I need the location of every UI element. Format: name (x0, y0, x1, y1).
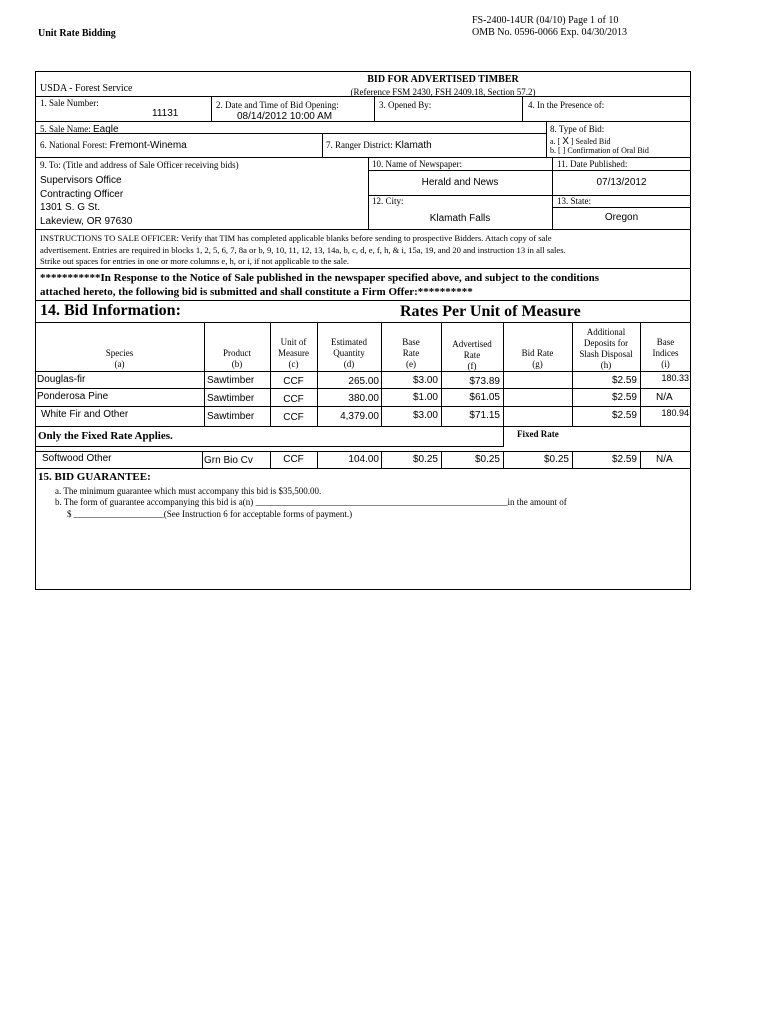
sale-officer-address (40, 174, 132, 228)
bid-type-sealed: a. [ X ] Sealed Bid (550, 136, 611, 147)
sale-officer-label: 9. To: (Title and address of Sale Officer receiving bids) (40, 160, 239, 170)
sale-number-label: 1. Sale Number: (40, 98, 99, 108)
agency-name: USDA - Forest Service (40, 83, 133, 94)
date-published-value: 07/13/2012 (596, 177, 647, 188)
quantity-cell: 380.00 (348, 393, 379, 404)
newspaper-label: 10. Name of Newspaper: (372, 159, 462, 169)
rates-title: Rates Per Unit of Measure (400, 303, 581, 320)
col-header-bid-rate: Bid Rate (g) (521, 348, 554, 369)
unit-cell: CCF (283, 394, 304, 405)
page-header-title: Unit Rate Bidding (38, 28, 116, 39)
bid-info-title: 14. Bid Information: (40, 302, 181, 319)
sale-name-label: 5. Sale Name: Eagle (40, 124, 119, 135)
product-cell: Grn Bio Cv (204, 455, 253, 466)
bid-type-label: 8. Type of Bid: (550, 124, 605, 134)
fixed-rate-label: Fixed Rate (517, 429, 559, 439)
date-published-label: 11. Date Published: (557, 159, 628, 169)
unit-cell: CCF (283, 376, 304, 387)
quantity-cell: 265.00 (348, 376, 379, 387)
product-cell: Sawtimber (207, 375, 255, 386)
species-cell: Ponderosa Pine (37, 391, 109, 402)
indices-cell: 180.94 (661, 408, 689, 418)
instruction-line: INSTRUCTIONS TO SALE OFFICER: Verify that TIM has completed applicable blanks before sending to prospective Bidders. Attach copy of sale (40, 233, 552, 243)
guarantee-form-field[interactable]: b. The form of guarantee accompanying this bid is a(n) ________________________________________________________in the amount of (55, 497, 567, 507)
bid-opening-label: 2. Date and Time of Bid Opening: (216, 100, 339, 110)
address-line: Supervisors Office (40, 175, 122, 186)
col-header-slash-disposal: Additional Deposits for Slash Disposal (h) (579, 327, 633, 370)
col-header-quantity: Estimated Quantity (d) (331, 337, 367, 369)
guarantee-amount-field[interactable]: $ ____________________(See Instruction 6 for acceptable forms of payment.) (67, 509, 353, 519)
national-forest-label: 6. National Forest: Fremont-Winema (40, 140, 187, 151)
slash-cell: $2.59 (611, 454, 637, 465)
base-rate-cell: $1.00 (412, 392, 438, 403)
advertised-rate-cell: $71.15 (469, 410, 500, 421)
quantity-cell: 104.00 (348, 454, 379, 465)
address-line: 1301 S. G St. (40, 202, 101, 213)
form-reference: (Reference FSM 2430, FSH 2409.18, Section 57.2) (350, 87, 536, 97)
product-cell: Sawtimber (207, 411, 255, 422)
newspaper-value: Herald and News (421, 177, 499, 188)
form-number: FS-2400-14UR (04/10) Page 1 of 10 (472, 15, 619, 26)
indices-cell: N/A (656, 454, 673, 465)
base-rate-cell: $3.00 (412, 410, 438, 421)
ranger-district-label: 7. Ranger District: Klamath (326, 140, 432, 151)
sale-name-value: Eagle (93, 124, 119, 135)
advertised-rate-cell: $73.89 (469, 376, 500, 387)
indices-cell: N/A (656, 392, 673, 403)
base-rate-cell: $3.00 (412, 375, 438, 386)
col-header-advertised-rate: Advertised Rate (f) (452, 339, 492, 371)
city-value: Klamath Falls (429, 213, 491, 224)
presence-label: 4. In the Presence of: (528, 100, 605, 110)
sealed-bid-checkbox[interactable]: X (562, 136, 569, 147)
bid-rate-cell: $0.25 (543, 454, 569, 465)
col-header-product: Product (b) (223, 348, 251, 369)
advertised-rate-cell: $61.05 (469, 392, 500, 403)
address-line: Contracting Officer (40, 188, 124, 200)
unit-cell: CCF (283, 454, 304, 465)
bid-guarantee-title: 15. BID GUARANTEE: (38, 471, 151, 483)
species-cell: Softwood Other (42, 453, 112, 464)
advertised-rate-cell: $0.25 (474, 454, 500, 465)
response-line: attached hereto, the following bid is submitted and shall constitute a Firm Offer:********** (40, 286, 473, 298)
species-cell: White Fir and Other (41, 409, 129, 420)
base-rate-cell: $0.25 (412, 454, 438, 465)
instructions (40, 233, 566, 268)
species-cell: Douglas-fir (37, 374, 86, 385)
indices-cell: 180.33 (661, 373, 689, 383)
opened-by-label: 3. Opened By: (379, 100, 432, 110)
address-line: Lakeview, OR 97630 (40, 215, 133, 227)
quantity-cell: 4,379.00 (340, 411, 379, 422)
national-forest-value: Fremont-Winema (109, 140, 187, 151)
slash-cell: $2.59 (611, 392, 637, 403)
response-line: ***********In Response to the Notice of Sale published in the newspaper specified above, and subject to the conditions (40, 272, 600, 284)
col-header-base-indices: Base Indices (i) (652, 337, 679, 369)
col-header-unit: Unit of Measure (c) (278, 337, 309, 369)
unit-cell: CCF (283, 412, 304, 423)
response-statement (40, 271, 599, 299)
sale-number-value: 11131 (152, 108, 179, 119)
slash-cell: $2.59 (611, 375, 637, 386)
form-title: BID FOR ADVERTISED TIMBER (367, 74, 519, 85)
omb-number: OMB No. 0596-0066 Exp. 04/30/2013 (472, 27, 627, 38)
state-label: 13. State: (557, 196, 591, 206)
guarantee-minimum: a. The minimum guarantee which must accompany this bid is $35,500.00. (55, 486, 322, 496)
instruction-line: Strike out spaces for entries in one or more columns e, h, or i, if not applicable to the sale. (40, 256, 350, 266)
city-label: 12. City: (372, 196, 404, 206)
col-header-base-rate: Base Rate (e) (402, 337, 420, 369)
ranger-district-value: Klamath (395, 140, 432, 151)
instruction-line: advertisement. Entries are required in blocks 1, 2, 5, 6, 7, 8a or b, 9, 10, 11, 12, 13, 14a, b, c, d, e, f, h, & i, 15a, 19, and 20 and instruction 13 in all sales. (40, 244, 566, 255)
slash-cell: $2.59 (611, 410, 637, 421)
fixed-rate-applies-label: Only the Fixed Rate Applies. (38, 430, 173, 442)
bid-type-oral-checkbox[interactable]: b. [ ] Confirmation of Oral Bid (550, 146, 649, 155)
bid-opening-value: 08/14/2012 10:00 AM (237, 111, 333, 122)
product-cell: Sawtimber (207, 393, 255, 404)
col-header-species: Species (a) (105, 348, 134, 369)
state-value: Oregon (604, 212, 639, 223)
